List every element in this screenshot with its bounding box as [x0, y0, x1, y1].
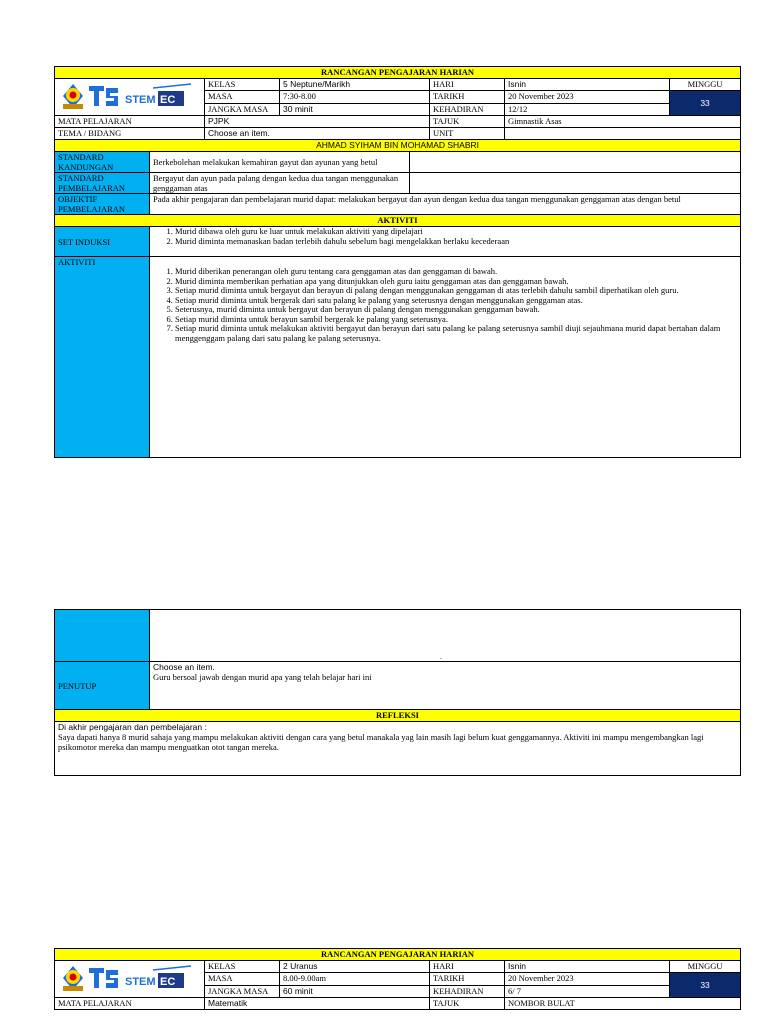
svg-text:STEM: STEM [125, 976, 156, 988]
kehadiran-value[interactable]: 12/12 [505, 104, 670, 116]
jangka-masa-value[interactable]: 30 minit [280, 104, 430, 116]
hari-value[interactable]: Isnin [505, 961, 670, 973]
ts-logo-icon [89, 86, 118, 106]
refleksi-content[interactable] [55, 722, 741, 776]
aktiviti-content[interactable] [150, 257, 741, 458]
aktiviti-header: AKTIVITI [55, 215, 741, 227]
tarikh-label: TARIKH [430, 973, 505, 986]
objektif-value[interactable]: Pada akhir pengajaran dan pembelajaran murid dapat: melakukan bergayut dan ayun dengan kedua dua tangan menggunakan genggaman atas dengan betul [150, 194, 741, 215]
refleksi-header: REFLEKSI [55, 710, 741, 722]
aktiviti-item: 3. Setiap murid diminta untuk bergayut dan berayun di palang dengan menggunakan genggaman di atas terlebih dahulu sambil diperhatikan oleh guru. [175, 286, 737, 296]
stray-dot: . [440, 653, 442, 661]
kehadiran-label: KEHADIRAN [430, 986, 505, 998]
penutup-text: Guru bersoal jawab dengan murid apa yang telah belajar hari ini [153, 672, 372, 682]
aktiviti-item: 6. Setiap murid diminta untuk berayun sambil bergerak ke palang yang seterusnya. [175, 315, 737, 325]
aktiviti-item: 7. Setiap murid diminta untuk melakukan aktiviti bergayut dan berayun dari satu palang ke palang seterusnya sambil diuji sejauhmana murid dapat bertahan dalam menggenggam palang dari satu palang ke palang seterusnya. [175, 324, 737, 343]
tarikh-value[interactable]: 20 November 2023 [505, 91, 670, 104]
svg-text:EC: EC [160, 976, 176, 988]
minggu-label: MINGGU [670, 961, 741, 973]
minggu-label: MINGGU [670, 79, 741, 91]
standard-pembelajaran-value[interactable]: Bergayut dan ayun pada palang dengan kedua dua tangan menggunakan genggaman atas [150, 173, 410, 194]
tajuk-value[interactable]: NOMBOR BULAT [505, 998, 741, 1010]
aktiviti-item: 4. Setiap murid diminta untuk bergerak dari satu palang ke palang yang seterusnya dengan menggunakan genggaman atas. [175, 296, 737, 306]
jangka-masa-value[interactable]: 60 minit [280, 986, 430, 998]
unit-label: UNIT [430, 128, 505, 140]
kelas-value[interactable]: 2 Uranus [280, 961, 430, 973]
hari-label: HARI [430, 79, 505, 91]
aktiviti-item: 1. Murid diberikan penerangan oleh guru tentang cara genggaman atas dan genggaman di bawah. [175, 267, 737, 277]
plan-title: RANCANGAN PENGAJARAN HARIAN [55, 949, 741, 961]
school-logos-image [57, 962, 197, 994]
stemec-logo-icon [125, 966, 191, 988]
aktiviti-label: AKTIVITI [55, 257, 150, 458]
masa-value[interactable]: 8.00-9.00am [280, 973, 430, 986]
tarikh-label: TARIKH [430, 91, 505, 104]
hari-label: HARI [430, 961, 505, 973]
penutup-label: PENUTUP [55, 662, 150, 710]
standard-kandungan-value[interactable]: Berkebolehan melakukan kemahiran gayut dan ayunan yang betul [150, 152, 410, 173]
ts-logo-icon [89, 968, 118, 988]
svg-text:STEM: STEM [125, 94, 156, 106]
standard-pembelajaran-label: STANDARD PEMBELAJARAN [55, 173, 150, 194]
penutup-dropdown[interactable]: Choose an item. [153, 662, 215, 672]
continuation-content[interactable] [150, 610, 741, 662]
kehadiran-value[interactable]: 6/ 7 [505, 986, 670, 998]
tajuk-value[interactable]: Gimnastik Asas [505, 116, 741, 128]
masa-value[interactable]: 7:30-8.00 [280, 91, 430, 104]
continuation-label-cell [55, 610, 150, 662]
set-induksi-item: 2. Murid diminta memanaskan badan terlebih dahulu sebelum bagi mengelakkan berlaku kecederaan [175, 237, 737, 247]
svg-text:EC: EC [160, 94, 176, 106]
minggu-value[interactable]: 33 [670, 91, 741, 116]
objektif-label: OBJEKTIF PEMBELAJARAN [55, 194, 150, 215]
lesson-plan-continuation [54, 609, 740, 776]
hari-value[interactable]: Isnin [505, 79, 670, 91]
masa-label: MASA [205, 91, 280, 104]
penutup-content[interactable] [150, 662, 741, 710]
school-logos [55, 961, 205, 998]
jangka-masa-label: JANGKA MASA [205, 986, 280, 998]
tajuk-label: TAJUK [430, 998, 505, 1010]
set-induksi-content[interactable] [150, 227, 741, 257]
standard-kandungan-label: STANDARD KANDUNGAN [55, 152, 150, 173]
masa-label: MASA [205, 973, 280, 986]
standard-pembelajaran-blank [410, 173, 741, 194]
mata-pelajaran-value[interactable]: Matematik [205, 998, 430, 1010]
kelas-label: KELAS [205, 961, 280, 973]
kelas-label: KELAS [205, 79, 280, 91]
plan-title: RANCANGAN PENGAJARAN HARIAN [55, 67, 741, 79]
stemec-logo-icon [125, 84, 191, 106]
refleksi-intro: Di akhir pengajaran dan pembelajaran : [58, 722, 207, 732]
school-logos-image [57, 80, 197, 112]
tarikh-value[interactable]: 20 November 2023 [505, 973, 670, 986]
tema-dropdown[interactable]: Choose an item. [205, 128, 430, 140]
mata-pelajaran-label: MATA PELAJARAN [55, 998, 205, 1010]
lesson-plan-2 [54, 948, 740, 1010]
unit-value[interactable] [505, 128, 741, 140]
minggu-value[interactable]: 33 [670, 973, 741, 998]
set-induksi-item: 1. Murid dibawa oleh guru ke luar untuk melakukan aktiviti yang dipelajari [175, 227, 737, 237]
refleksi-text: Saya dapati hanya 8 murid sahaja yang mampu melakukan aktiviti dengan cara yang betul manakala yag lain masih lagi belum kuat genggamannya. Aktiviti ini mampu mengembangkan lagi psikomotor mereka dan mampu menguatkan otot tangan mereka. [58, 732, 704, 752]
lesson-plan-1 [54, 66, 740, 458]
kelas-value[interactable]: 5 Neptune/Marikh [280, 79, 430, 91]
tajuk-label: TAJUK [430, 116, 505, 128]
school-logos [55, 79, 205, 116]
aktiviti-item: 5. Seterusnya, murid diminta untuk bergayut dan berayun di palang dengan menggunakan genggaman bawah. [175, 305, 737, 315]
set-induksi-label: SET INDUKSI [55, 227, 150, 257]
kehadiran-label: KEHADIRAN [430, 104, 505, 116]
jangka-masa-label: JANGKA MASA [205, 104, 280, 116]
school-crest-icon [63, 966, 83, 991]
standard-kandungan-blank [410, 152, 741, 173]
tema-label: TEMA / BIDANG [55, 128, 205, 140]
aktiviti-item: 2. Murid diminta memberikan perhatian apa yang ditunjukkan oleh guru iaitu genggaman atas dan genggaman bawah. [175, 277, 737, 287]
mata-pelajaran-label: MATA PELAJARAN [55, 116, 205, 128]
school-crest-icon [63, 84, 83, 109]
mata-pelajaran-value[interactable]: PJPK [205, 116, 430, 128]
teacher-name: AHMAD SYIHAM BIN MOHAMAD SHABRI [55, 140, 741, 152]
